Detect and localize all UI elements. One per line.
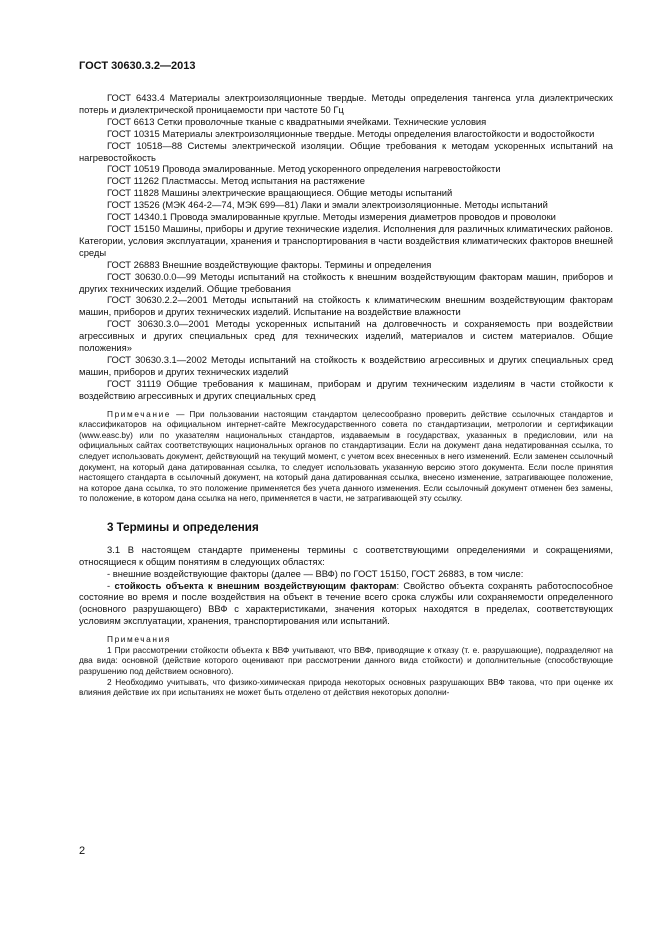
notes-label: Примечания	[107, 634, 171, 645]
reference-item: ГОСТ 30630.3.1—2002 Методы испытаний на стойкость к воздействию агрессивных и других специальных сред машин, приборов и других технических изделий	[79, 353, 613, 377]
note-item: 1 При рассмотрении стойкости объекта к ВВФ учитывают, что ВВФ, приводящие к отказу (т. е. разрушающие), подразделяют на два вида: основной (действие которого оценивают при рассмотрении данного вида стойкости) и дополнительные (способствующие разрушению под действием основного).	[79, 644, 613, 676]
reference-item: ГОСТ 6433.4 Материалы электроизоляционные твердые. Методы определения тангенса угла диэлектрических потерь и диэлектрической проницаемости при частоте 50 Гц	[79, 92, 613, 115]
page-content	[79, 92, 613, 698]
reference-item: ГОСТ 30630.2.2—2001 Методы испытаний на стойкость к климатическим внешним воздействующим факторам машин, приборов и других технических изделий. Испытание на воздействие влажности	[79, 294, 613, 318]
definitions-notes	[79, 634, 613, 698]
term-definition	[79, 580, 613, 628]
note-text: — При пользовании настоящим стандартом целесообразно проверить действие ссылочных стандартов и классификаторов на официальном интернет-сайте Межгосударственного совета по стандартизации, метрологии и сертификации (www.easc.by) или по указателям национальных стандартов, издаваемым в государствах, указанных в предисловии, или на официальных сайтах соответствующих национальных органов по стандартизации. Если на документ дана недатированная ссылка, то следует использовать документ, действующий на текущий момент, с учетом всех внесенных в него изменений. Если заменен ссылочный документ, на который дана датированная ссылка, то следует использовать указанную версию этого документа. Если после принятия настоящего стандарта в ссылочный документ, на который дана датированная ссылка, внесено изменение, затрагивающее положение, на которое дана ссылка, то это положение применяется без учета данного изменения. Если ссылочный документ отменен без замены, то положение, в котором дана ссылка на него, применяется в части, не затрагивающей эту ссылку.	[79, 408, 613, 504]
references-note	[79, 409, 613, 504]
term-name: стойкость объекта к внешним воздействующим факторам	[114, 579, 397, 591]
term-dash: -	[107, 579, 111, 591]
reference-item: ГОСТ 10518—88 Системы электрической изоляции. Общие требования к методам ускоренных испытаний на нагревостойкость	[79, 139, 613, 163]
term-list-item: - внешние воздействующие факторы (далее — ВВФ) по ГОСТ 15150, ГОСТ 26883, в том числе:	[107, 567, 524, 579]
reference-item: ГОСТ 10519 Провода эмалированные. Метод ускоренного определения нагревостойкости	[107, 163, 501, 175]
reference-item: ГОСТ 31119 Общие требования к машинам, приборам и другим техническим изделиям в части стойкости к воздействию агрессивных и других специальных сред	[79, 377, 613, 401]
document-header: ГОСТ 30630.3.2—2013	[79, 60, 196, 72]
note-item: 2 Необходимо учитывать, что физико-химическая природа некоторых основных разрушающих ВВФ такова, что при оценке их влияния действие их при испытаниях не может быть отделено от действия некоторых дополни-	[79, 676, 613, 698]
reference-item: ГОСТ 30630.3.0—2001 Методы ускоренных испытаний на долговечность и сохраняемость при воздействии агрессивных и других специальных сред для технических изделий, материалов и систем материалов. Общие положения»	[79, 318, 613, 354]
reference-item: ГОСТ 11262 Пластмассы. Метод испытания на растяжение	[107, 175, 365, 187]
reference-item: ГОСТ 26883 Внешние воздействующие факторы. Термины и определения	[107, 258, 432, 270]
note-label: Примечание	[107, 408, 172, 419]
section-paragraph: 3.1 В настоящем стандарте применены термины с соответствующими определениями и сокращениями, относящиеся к общим понятиям в следующих областях:	[79, 543, 613, 567]
section-title: 3 Термины и определения	[107, 520, 259, 534]
reference-item: ГОСТ 6613 Сетки проволочные тканые с квадратными ячейками. Технические условия	[107, 115, 487, 127]
reference-item: ГОСТ 14340.1 Провода эмалированные круглые. Методы измерения диаметров проводов и проволоки	[107, 211, 556, 223]
reference-item: ГОСТ 10315 Материалы электроизоляционные твердые. Методы определения влагостойкости и водостойкости	[107, 127, 595, 139]
normative-references-list	[79, 92, 613, 402]
reference-item: ГОСТ 30630.0.0—99 Методы испытаний на стойкость к внешним воздействующим факторам машин, приборов и других технических изделий. Общие требования	[79, 270, 613, 294]
term-definition-text: : Свойство объекта сохранять работоспособное состояние во время и после воздействия на объект в течение всего срока службы или сохраняемости определенного (основного разрушающего) ВВФ с характеристиками, значения которых находятся в пределах, соответствующих условиям эксплуатации, хранения, транспортирования или испытаний.	[79, 579, 614, 627]
reference-item: ГОСТ 13526 (МЭК 464-2—74, МЭК 699—81) Лаки и эмали электроизоляционные. Методы испытаний	[107, 199, 548, 211]
reference-item: ГОСТ 15150 Машины, приборы и другие технические изделия. Исполнения для различных климатических районов. Категории, условия эксплуатации, хранения и транспортирования в части воздействия климатических факторов внешней среды	[79, 222, 613, 258]
reference-item: ГОСТ 11828 Машины электрические вращающиеся. Общие методы испытаний	[107, 187, 453, 199]
page-number: 2	[79, 845, 86, 857]
